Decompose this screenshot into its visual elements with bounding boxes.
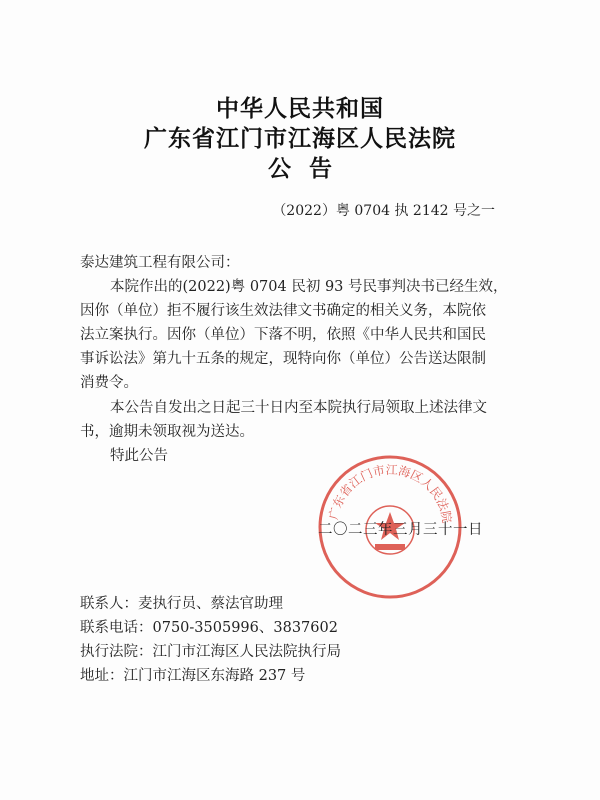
header-country: 中华人民共和国: [216, 95, 384, 122]
issue-date: 二〇二三年三月三十一日: [318, 522, 483, 538]
court-address: 地址：江门市江海区东海路 237 号: [80, 668, 306, 684]
body-closing: 特此公告: [110, 448, 168, 464]
document-number: （2022）粤 0704 执 2142 号之一: [272, 203, 495, 219]
body-p1-line1: 本院作出的(2022)粤 0704 民初 93 号民事判决书已经生效，: [110, 279, 508, 295]
seal-text: 广东省江门市江海区人民法院: [326, 462, 455, 525]
body-p2-line2: 书，逾期未领取视为送达。: [80, 424, 254, 440]
body-p1-line3: 法立案执行。因你（单位）下落不明，依照《中华人民共和国民: [80, 327, 486, 343]
executing-court: 执行法院：江门市江海区人民法院执行局: [80, 644, 341, 660]
contact-phone: 联系电话：0750-3505996、3837602: [80, 620, 338, 636]
contact-person: 联系人：麦执行员、蔡法官助理: [80, 596, 283, 612]
header-court-name: 广东省江门市江海区人民法院: [144, 125, 456, 152]
body-p1-line2: 因你（单位）拒不履行该生效法律文书确定的相关义务，本院依: [80, 303, 486, 319]
addressee: 泰达建筑工程有限公司：: [80, 255, 240, 271]
header-notice-title: 公告: [268, 155, 350, 182]
body-p1-line5: 消费令。: [80, 375, 138, 391]
body-p1-line4: 事诉讼法》第九十五条的规定，现特向你（单位）公告送达限制: [80, 351, 486, 367]
body-p2-line1: 本公告自发出之日起三十日内至本院执行局领取上述法律文: [110, 400, 487, 416]
